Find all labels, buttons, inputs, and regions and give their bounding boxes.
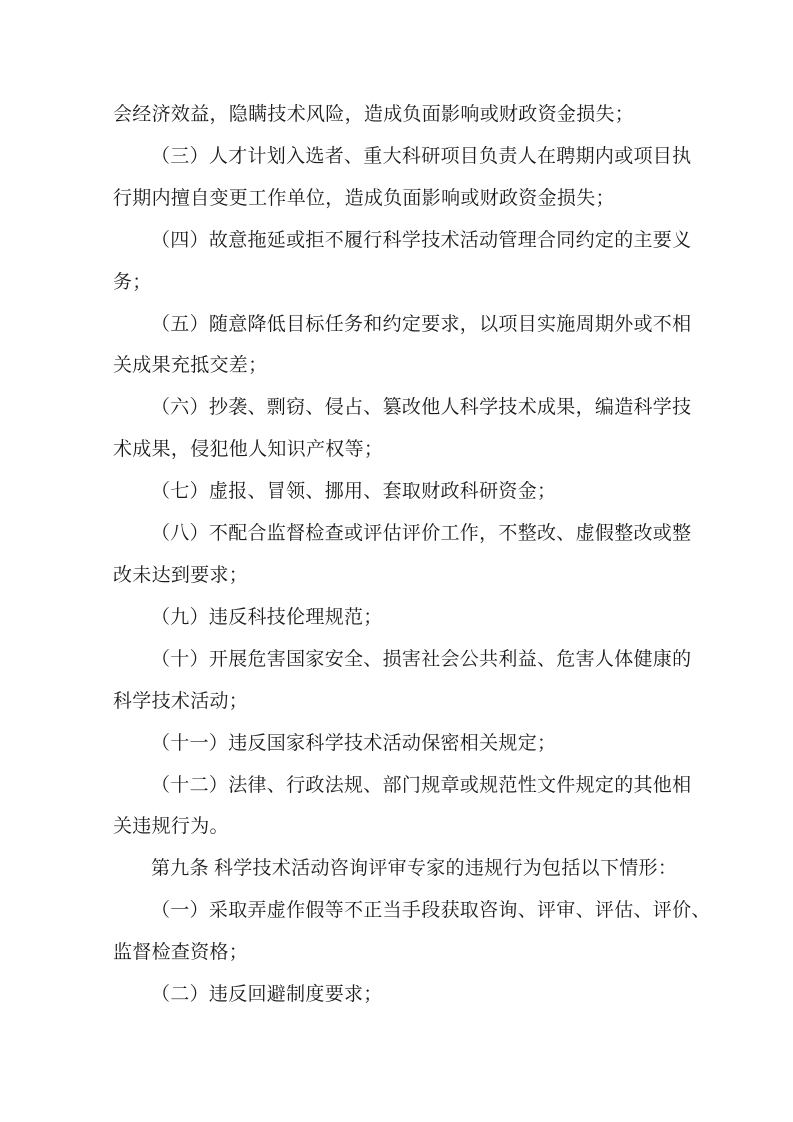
document-line: （四）故意拖延或拒不履行科学技术活动管理合同约定的主要义 — [151, 229, 692, 251]
document-line: 关成果充抵交差； — [113, 355, 268, 377]
document-line: 改未达到要求； — [113, 564, 249, 586]
document-line: （五）随意降低目标任务和约定要求，以项目实施周期外或不相 — [151, 313, 692, 335]
document-line: 关违规行为。 — [113, 816, 229, 838]
document-line: （十一）违反国家科学技术活动保密相关规定； — [151, 732, 557, 754]
document-line: （六）抄袭、剽窃、侵占、篡改他人科学技术成果，编造科学技 — [151, 397, 692, 419]
document-line: 术成果，侵犯他人知识产权等； — [113, 439, 384, 461]
document-line: 监督检查资格； — [113, 942, 249, 964]
document-line: 会经济效益，隐瞒技术风险，造成负面影响或财政资金损失； — [113, 104, 635, 125]
document-line: （二）违反回避制度要求； — [151, 984, 383, 1006]
document-line: （十二）法律、行政法规、部门规章或规范性文件规定的其他相 — [151, 774, 692, 796]
document-line: （一）采取弄虚作假等不正当手段获取咨询、评审、评估、评价、 — [151, 900, 711, 922]
document-line: 行期内擅自变更工作单位，造成负面影响或财政资金损失； — [113, 187, 615, 209]
document-line: 第九条 科学技术活动咨询评审专家的违规行为包括以下情形： — [151, 858, 678, 880]
document-text-body — [113, 94, 711, 1016]
document-line: （十）开展危害国家安全、损害社会公共利益、危害人体健康的 — [151, 648, 692, 670]
document-line: 务； — [113, 271, 152, 293]
document-line: （七）虚报、冒领、挪用、套取财政科研资金； — [151, 481, 557, 503]
document-line: （八）不配合监督检查或评估评价工作，不整改、虚假整改或整 — [151, 523, 692, 545]
document-line: （九）违反科技伦理规范； — [151, 606, 383, 628]
document-line: 科学技术活动； — [113, 690, 249, 712]
document-line: （三）人才计划入选者、重大科研项目负责人在聘期内或项目执 — [151, 145, 692, 167]
